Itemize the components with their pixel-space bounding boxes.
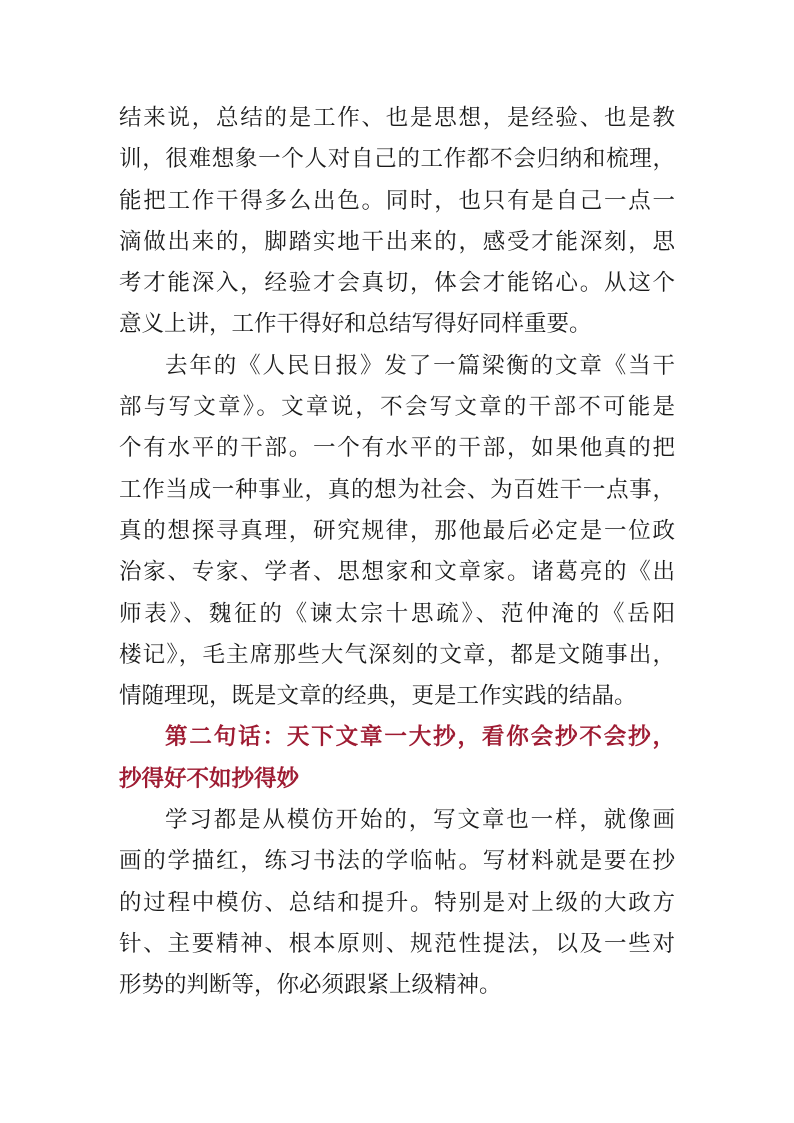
text-line: 情随理现，既是文章的经典，更是工作实践的结晶。 [119, 683, 637, 710]
text-line: 学习都是从模仿开始的，写文章也一样，就像画 [165, 807, 675, 834]
text-line: 楼记》，毛主席那些大气深刻的文章，都是文随事出， [119, 641, 675, 668]
text-line: 工作当成一种事业，真的想为社会、为百姓干一点事， [119, 476, 675, 503]
text-line: 考才能深入，经验才会真切，体会才能铭心。从这个 [119, 270, 675, 297]
text-line: 真的想探寻真理，研究规律，那他最后必定是一位政 [119, 517, 675, 544]
paragraph-2 [119, 346, 675, 718]
text-line: 针、主要精神、根本原则、规范性提法，以及一些对 [119, 930, 675, 957]
text-line: 能把工作干得多么出色。同时，也只有是自己一点一 [119, 187, 675, 214]
heading-line: 第二句话：天下文章一大抄，看你会抄不会抄， [165, 724, 675, 751]
text-line: 个有水平的干部。一个有水平的干部，如果他真的把 [119, 435, 675, 462]
text-line: 形势的判断等，你必须跟紧上级精神。 [119, 972, 502, 999]
text-line: 滴做出来的，脚踏实地干出来的，感受才能深刻，思 [119, 228, 675, 255]
text-line: 部与写文章》。文章说，不会写文章的干部不可能是 [119, 394, 675, 421]
section-heading [119, 717, 675, 800]
text-line: 结来说，总结的是工作、也是思想，是经验、也是教 [119, 105, 675, 131]
text-line: 去年的《人民日报》发了一篇梁衡的文章《当干 [165, 352, 675, 379]
text-line: 师表》、魏征的《谏太宗十思疏》、范仲淹的《岳阳 [119, 600, 675, 627]
text-line: 的过程中模仿、总结和提升。特别是对上级的大政方 [119, 889, 675, 916]
heading-line: 抄得好不如抄得妙 [119, 765, 300, 792]
paragraph-3 [119, 800, 675, 1006]
paragraph-1 [119, 98, 675, 346]
text-line: 意义上讲，工作干得好和总结写得好同样重要。 [119, 311, 592, 338]
text-line: 训，很难想象一个人对自己的工作都不会归纳和梳理， [119, 146, 675, 173]
text-line: 治家、专家、学者、思想家和文章家。诸葛亮的《出 [119, 559, 675, 586]
document-body [119, 98, 675, 1007]
text-line: 画的学描红，练习书法的学临帖。写材料就是要在抄 [119, 848, 675, 875]
